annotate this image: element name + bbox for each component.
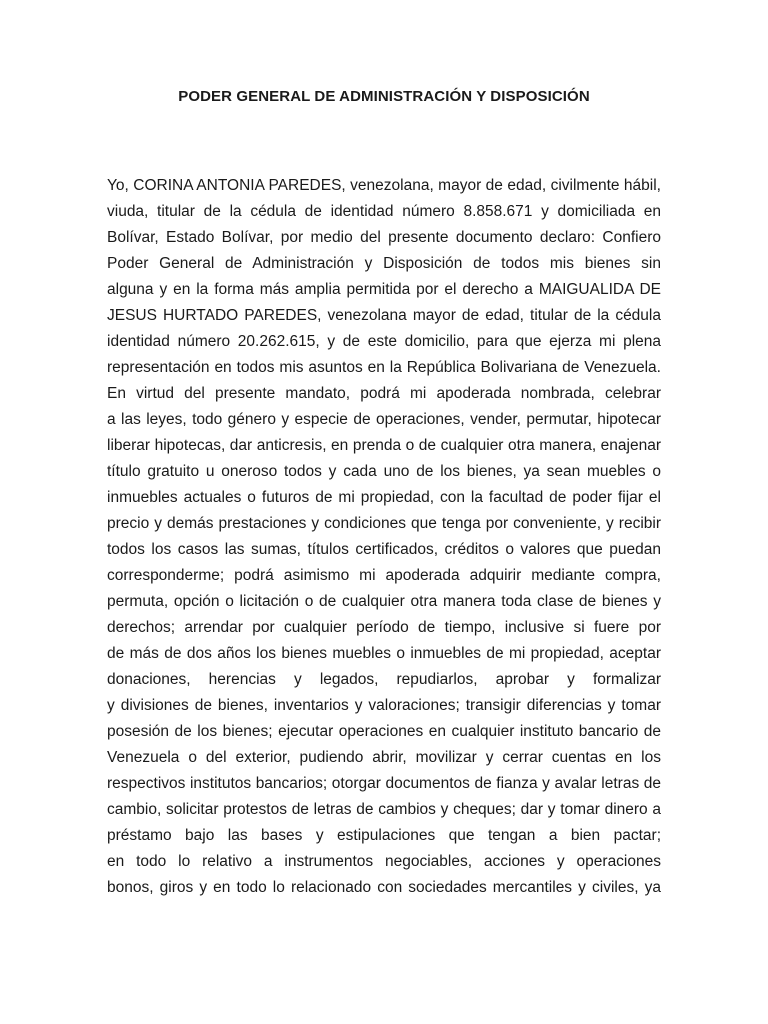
body-line: identidad número 20.262.615, y de este domicilio, para que ejerza mi plena bbox=[107, 333, 661, 350]
body-line: derechos; arrendar por cualquier período de tiempo, inclusive si fuere por bbox=[107, 619, 661, 636]
body-line: bonos, giros y en todo lo relacionado con sociedades mercantiles y civiles, ya bbox=[107, 879, 661, 896]
body-line: corresponderme; podrá asimismo mi apoderada adquirir mediante compra, bbox=[107, 567, 661, 584]
body-line: En virtud del presente mandato, podrá mi apoderada nombrada, celebrar bbox=[107, 385, 661, 402]
body-line: posesión de los bienes; ejecutar operaciones en cualquier instituto bancario de bbox=[107, 723, 661, 740]
body-line: en todo lo relativo a instrumentos negociables, acciones y operaciones bbox=[107, 853, 661, 870]
body-line: cambio, solicitar protestos de letras de cambios y cheques; dar y tomar dinero a bbox=[107, 801, 661, 818]
document-body bbox=[107, 173, 661, 901]
body-line: Poder General de Administración y Disposición de todos mis bienes sin bbox=[107, 255, 661, 272]
body-line: representación en todos mis asuntos en la República Bolivariana de Venezuela. bbox=[107, 359, 661, 376]
body-line: permuta, opción o licitación o de cualquier otra manera toda clase de bienes y bbox=[107, 593, 661, 610]
body-line: Venezuela o del exterior, pudiendo abrir, movilizar y cerrar cuentas en los bbox=[107, 749, 661, 766]
body-line: precio y demás prestaciones y condiciones que tenga por conveniente, y recibir bbox=[107, 515, 661, 532]
body-line: respectivos institutos bancarios; otorgar documentos de fianza y avalar letras de bbox=[107, 775, 661, 792]
body-line: de más de dos años los bienes muebles o inmuebles de mi propiedad, aceptar bbox=[107, 645, 661, 662]
body-line: liberar hipotecas, dar anticresis, en prenda o de cualquier otra manera, enajenar bbox=[107, 437, 661, 454]
body-line: título gratuito u oneroso todos y cada uno de los bienes, ya sean muebles o bbox=[107, 463, 661, 480]
body-line: a las leyes, todo género y especie de operaciones, vender, permutar, hipotecar bbox=[107, 411, 661, 428]
body-line: JESUS HURTADO PAREDES, venezolana mayor de edad, titular de la cédula bbox=[107, 307, 661, 324]
body-line: todos los casos las sumas, títulos certificados, créditos o valores que puedan bbox=[107, 541, 661, 558]
body-line: Bolívar, Estado Bolívar, por medio del presente documento declaro: Confiero bbox=[107, 229, 661, 246]
body-line: préstamo bajo las bases y estipulaciones que tengan a bien pactar; bbox=[107, 827, 661, 844]
body-line: viuda, titular de la cédula de identidad número 8.858.671 y domiciliada en bbox=[107, 203, 661, 220]
body-line: Yo, CORINA ANTONIA PAREDES, venezolana, mayor de edad, civilmente hábil, bbox=[107, 177, 661, 194]
document-title: PODER GENERAL DE ADMINISTRACIÓN Y DISPOSICIÓN bbox=[178, 88, 590, 105]
body-line: inmuebles actuales o futuros de mi propiedad, con la facultad de poder fijar el bbox=[107, 489, 661, 506]
body-line: y divisiones de bienes, inventarios y valoraciones; transigir diferencias y tomar bbox=[107, 697, 661, 714]
body-line: donaciones, herencias y legados, repudiarlos, aprobar y formalizar bbox=[107, 671, 661, 688]
body-line: alguna y en la forma más amplia permitida por el derecho a MAIGUALIDA DE bbox=[107, 281, 661, 298]
